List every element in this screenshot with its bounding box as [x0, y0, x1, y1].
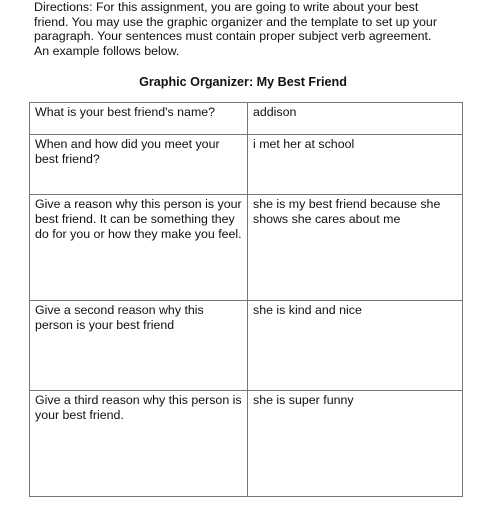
question-cell: What is your best friend's name?	[30, 103, 248, 135]
directions-text: Directions: For this assignment, you are going to write about your best friend. You may use the graphic organizer and the template to set up your paragraph. Your sentences must contain proper subject verb agreement. An example follows below.	[34, 0, 437, 58]
answer-cell: addison	[248, 103, 463, 135]
question-cell: Give a reason why this person is your best friend. It can be something they do for you or how they make you feel.	[30, 195, 248, 301]
answer-cell: she is kind and nice	[248, 301, 463, 391]
table-row	[30, 301, 463, 391]
question-cell: Give a second reason why this person is your best friend	[30, 301, 248, 391]
table-row	[30, 195, 463, 301]
graphic-organizer-table	[29, 102, 463, 497]
answer-cell: i met her at school	[248, 135, 463, 195]
table-row	[30, 103, 463, 135]
table-row	[30, 391, 463, 497]
answer-cell: she is my best friend because she shows she cares about me	[248, 195, 463, 301]
question-cell: When and how did you meet your best friend?	[30, 135, 248, 195]
answer-cell: she is super funny	[248, 391, 463, 497]
organizer-title: Graphic Organizer: My Best Friend	[139, 75, 347, 89]
question-cell: Give a third reason why this person is your best friend.	[30, 391, 248, 497]
table-row	[30, 135, 463, 195]
